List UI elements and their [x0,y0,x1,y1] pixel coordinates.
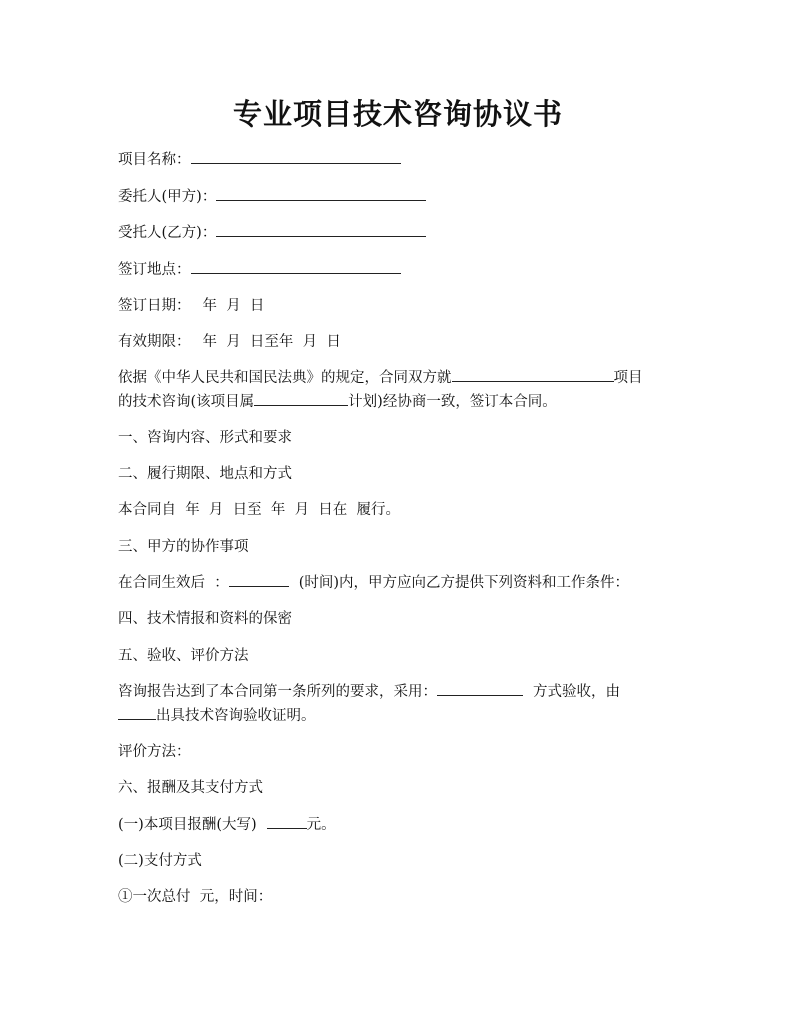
contractor-line [118,222,426,244]
contractor-label: 受托人(乙方)： [118,225,217,241]
section-3-text [118,572,629,594]
sign-date-value: 年 月 日 [202,298,265,314]
preamble-part2: 项目 [613,370,643,386]
section-3-heading: 三、甲方的协作事项 [118,539,249,555]
section-3-text-a: 在合同生效后 ： [118,575,229,591]
section-5-evaluation: 评价方法： [118,744,191,760]
section-5-heading: 五、验收、评价方法 [118,648,249,664]
section-5-text-a: 咨询报告达到了本合同第一条所列的要求，采用： [118,684,437,700]
sign-place-label: 签订地点： [118,262,191,278]
section-6-heading: 六、报酬及其支付方式 [118,780,263,796]
section-3-text-b: (时间)内，甲方应向乙方提供下列资料和工作条件： [298,575,630,591]
section-6-item-2: (二)支付方式 [118,853,202,869]
section-3-time-blank[interactable] [229,572,289,587]
section-6-item-1-b: 元。 [306,817,336,833]
preamble-part3: 的技术咨询(该项目属 [118,394,255,410]
client-label: 委托人(甲方)： [118,189,217,205]
section-2-heading: 二、履行期限、地点和方式 [118,466,292,482]
sign-place-blank[interactable] [191,259,401,274]
preamble-line-1 [118,367,643,389]
section-6-item-1 [118,814,336,836]
preamble-line-2 [118,391,557,413]
section-2-text: 本合同自 年 月 日至 年 月 日在 履行。 [118,502,401,518]
preamble-project-blank[interactable] [452,367,614,382]
sign-date-label: 签订日期： [118,298,191,314]
section-6-item-3: ①一次总付 元，时间： [118,889,273,905]
section-5-method-blank[interactable] [437,681,523,696]
validity-value: 年 月 日至年 月 日 [202,334,341,350]
section-6-item-1-a: (一)本项目报酬(大写) [118,817,257,833]
validity-label: 有效期限： [118,334,191,350]
section-5-text-line-2 [118,705,316,727]
preamble-part1: 依据《中华人民共和国民法典》的规定，合同双方就 [118,370,452,386]
section-6-amount-blank[interactable] [267,814,307,829]
section-5-text-b: 方式验收，由 [533,684,620,700]
project-name-label: 项目名称： [118,152,191,168]
sign-date-line [118,295,264,317]
preamble-plan-blank[interactable] [254,391,348,406]
project-name-line [118,149,401,171]
preamble-part4: 计划)经协商一致，签订本合同。 [348,394,557,410]
document-title: 专业项目技术咨询协议书 [232,97,563,131]
validity-line [118,331,341,353]
section-5-text-line-1 [118,681,620,703]
section-1-heading: 一、咨询内容、形式和要求 [118,430,292,446]
sign-place-line [118,259,401,281]
contractor-blank[interactable] [216,222,426,237]
client-line [118,186,426,208]
section-5-text-c: 出具技术咨询验收证明。 [156,708,316,724]
section-5-issuer-blank[interactable] [118,705,156,720]
section-4-heading: 四、技术情报和资料的保密 [118,611,292,627]
project-name-blank[interactable] [191,149,401,164]
client-blank[interactable] [216,186,426,201]
